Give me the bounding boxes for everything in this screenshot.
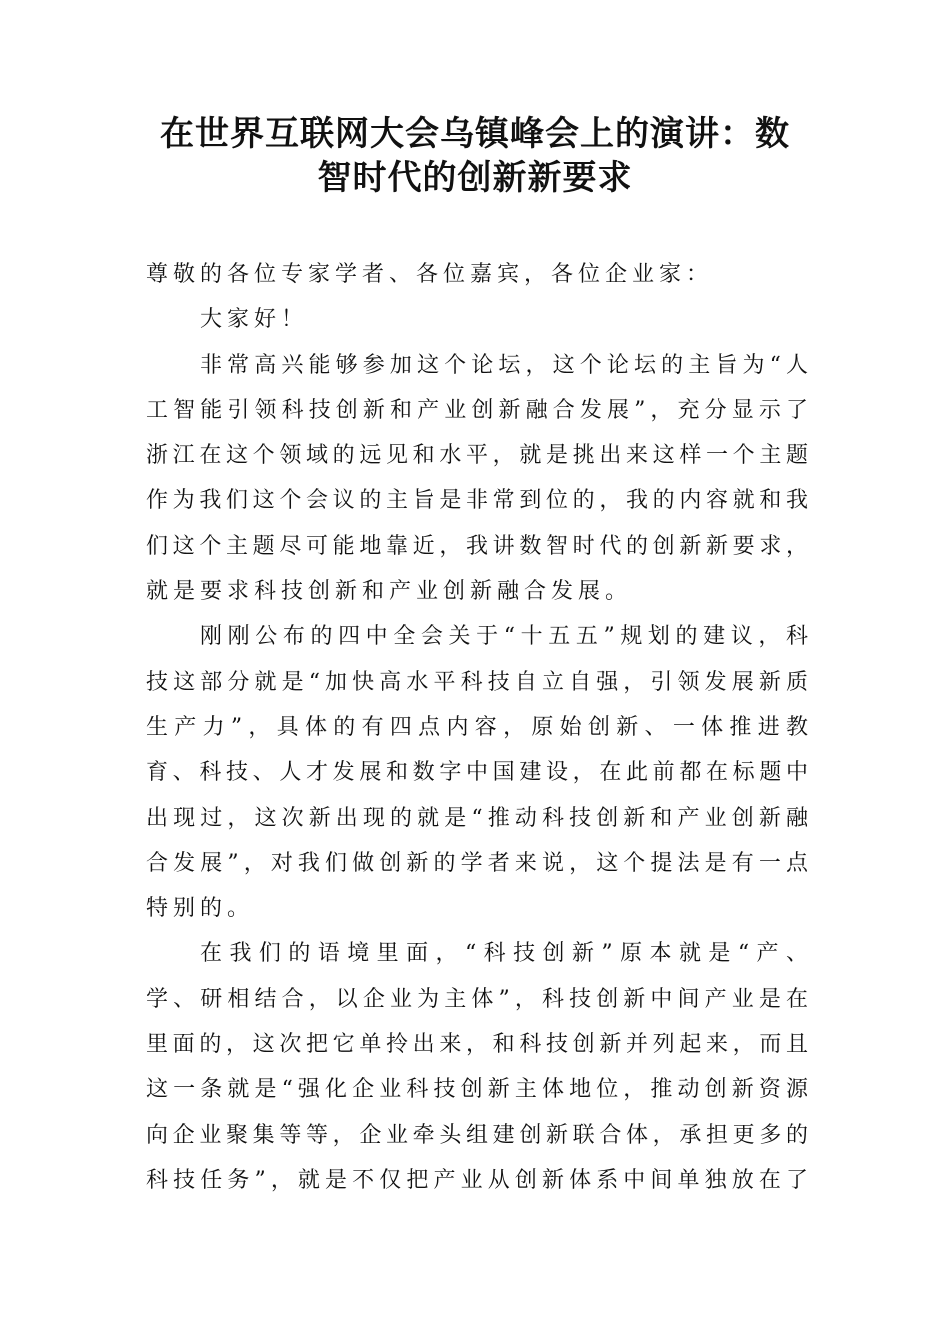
paragraph-line: 在我们的语境里面，“科技创新”原本就是“产、 [200, 941, 808, 967]
title-line-1: 在世界互联网大会乌镇峰会上的演讲：数 [160, 114, 790, 154]
paragraph-line: 向企业聚集等等，企业牵头组建创新联合体，承担更多的 [146, 1122, 808, 1148]
salutation: 尊敬的各位专家学者、各位嘉宾，各位企业家： [146, 262, 714, 287]
paragraph-line: 育、科技、人才发展和数字中国建设，在此前都在标题中 [146, 760, 808, 786]
paragraph-line: 出现过，这次新出现的就是“推动科技创新和产业创新融 [146, 805, 808, 831]
paragraphs [146, 343, 808, 1204]
paragraph-line: 浙江在这个领域的远见和水平，就是挑出来这样一个主题 [146, 443, 808, 469]
paragraph [146, 931, 808, 1203]
paragraph-line: 里面的，这次把它单拎出来，和科技创新并列起来，而且 [146, 1032, 808, 1058]
paragraph [146, 614, 808, 931]
paragraph-line: 非常高兴能够参加这个论坛，这个论坛的主旨为“人 [200, 352, 808, 378]
paragraph-line: 合发展”，对我们做创新的学者来说，这个提法是有一点 [146, 850, 808, 876]
paragraph-line: 就是要求科技创新和产业创新融合发展。 [146, 579, 633, 605]
paragraph [146, 343, 808, 615]
paragraph-line: 技这部分就是“加快高水平科技自立自强，引领发展新质 [146, 669, 808, 695]
paragraph-line: 刚刚公布的四中全会关于“十五五”规划的建议，科 [200, 624, 808, 650]
paragraph-line: 工智能引领科技创新和产业创新融合发展”，充分显示了 [146, 397, 808, 423]
paragraph-line: 生产力”，具体的有四点内容，原始创新、一体推进教 [146, 714, 808, 740]
document-body [146, 252, 808, 1203]
document-title [100, 112, 850, 200]
greeting: 大家好！ [200, 307, 309, 333]
paragraph-line: 们这个主题尽可能地靠近，我讲数智时代的创新新要求， [146, 533, 808, 559]
paragraph-line: 科技任务”，就是不仅把产业从创新体系中间单独放在了 [146, 1167, 808, 1193]
paragraph-line: 特别的。 [146, 896, 255, 922]
paragraph-line: 学、研相结合，以企业为主体”，科技创新中间产业是在 [146, 986, 808, 1012]
paragraph-line: 作为我们这个会议的主旨是非常到位的，我的内容就和我 [146, 488, 808, 514]
title-line-2: 智时代的创新新要求 [317, 158, 633, 198]
paragraph-line: 这一条就是“强化企业科技创新主体地位，推动创新资源 [146, 1077, 808, 1103]
